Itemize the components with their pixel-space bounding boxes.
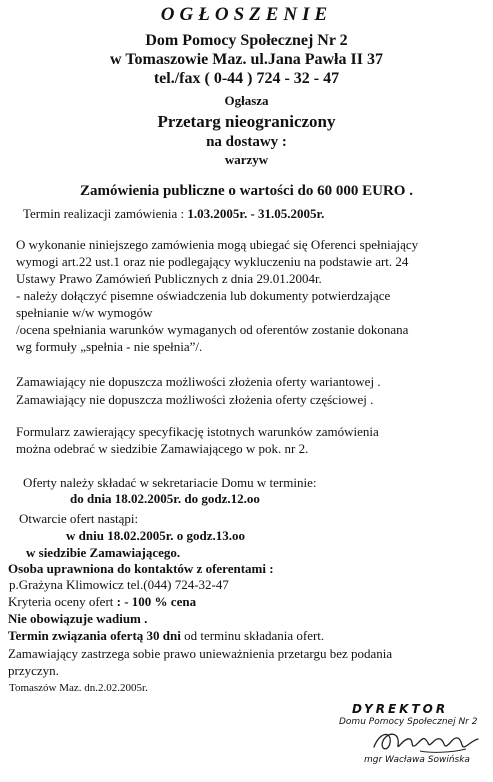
place-date: Tomaszów Maz. dn.2.02.2005r. — [9, 682, 148, 694]
p1-line: /ocena spełniania warunków wymaganych od oferentów zostanie dokonana — [16, 322, 409, 337]
term-label: Termin realizacji zamówienia : — [23, 206, 185, 221]
opening-date: w dniu 18.02.2005r. o godz.13.oo — [66, 528, 246, 543]
binding-rest: od terminu składania ofert. — [180, 628, 325, 643]
p1-line: spełnianie w/w wymogów — [16, 305, 153, 320]
opening-place: w siedzibie Zamawiającego. — [26, 545, 181, 560]
offers-intro: Oferty należy składać w sekretariacie Domu w terminie: — [23, 475, 317, 490]
p1-line: - należy dołączyć pisemne oświadczenia lub dokumenty potwierdzające — [16, 288, 391, 303]
document-title: OGŁOSZENIE — [160, 4, 333, 25]
order-value: Zamówienia publiczne o wartości do 60 000 EURO . — [80, 183, 413, 199]
p1-line: Ustawy Prawo Zamówień Publicznych z dnia 29.01.2004r. — [16, 271, 322, 286]
p3-line: można odebrać w siedzibie Zamawiającego w pok. nr 2. — [16, 441, 309, 456]
p2-line: Zamawiający nie dopuszcza możliwości złożenia oferty częściowej . — [16, 392, 374, 407]
stamp-title: DYREKTOR — [352, 702, 449, 716]
opening-intro: Otwarcie ofert nastąpi: — [19, 511, 139, 526]
binding-line — [8, 629, 324, 642]
tender-type: Przetarg nieograniczony — [157, 112, 336, 131]
p1-line: wg formuły „spełnia - nie spełnia”/. — [16, 339, 203, 354]
deposit-note: Nie obowiązuje wadium . — [8, 611, 148, 626]
org-name: Dom Pomocy Społecznej Nr 2 — [145, 32, 348, 49]
criteria-label: Kryteria oceny ofert — [8, 594, 114, 609]
term-value: 1.03.2005r. - 31.05.2005r. — [187, 206, 325, 221]
cancel-line: przyczyn. — [8, 663, 59, 678]
stamp-name: mgr Wacława Sowińska — [364, 755, 470, 765]
stamp-org: Domu Pomocy Społecznej Nr 2 — [339, 717, 478, 727]
tender-goods: warzyw — [224, 152, 269, 167]
p1-line: O wykonanie niniejszego zamówienia mogą ubiegać się Oferenci spełniający — [16, 237, 419, 252]
criteria-value: : - 100 % cena — [116, 594, 197, 609]
p3-line: Formularz zawierający specyfikację istotnych warunków zamówienia — [16, 424, 379, 439]
announces-label: Ogłasza — [224, 93, 269, 108]
org-address: w Tomaszowie Maz. ul.Jana Pawła II 37 — [110, 51, 383, 68]
term-line — [23, 207, 324, 220]
p2-line: Zamawiający nie dopuszcza możliwości złożenia oferty wariantowej . — [16, 374, 381, 389]
signature — [370, 727, 482, 757]
offers-date: do dnia 18.02.2005r. do godz.12.oo — [70, 491, 260, 506]
p1-line: wymogi art.22 ust.1 oraz nie podlegający wykluczeniu na podstawie art. 24 — [16, 254, 409, 269]
contact-label: Osoba uprawniona do kontaktów z oferentami : — [8, 561, 274, 576]
org-phone: tel./fax ( 0-44 ) 724 - 32 - 47 — [153, 70, 340, 87]
criteria-line — [8, 595, 196, 608]
binding-term: Termin związania ofertą 30 dni — [8, 628, 181, 643]
contact-person: p.Grażyna Klimowicz tel.(044) 724-32-47 — [9, 577, 229, 592]
cancel-line: Zamawiający zastrzega sobie prawo unieważnienia przetargu bez podania — [8, 646, 393, 661]
tender-supply: na dostawy : — [206, 134, 287, 150]
